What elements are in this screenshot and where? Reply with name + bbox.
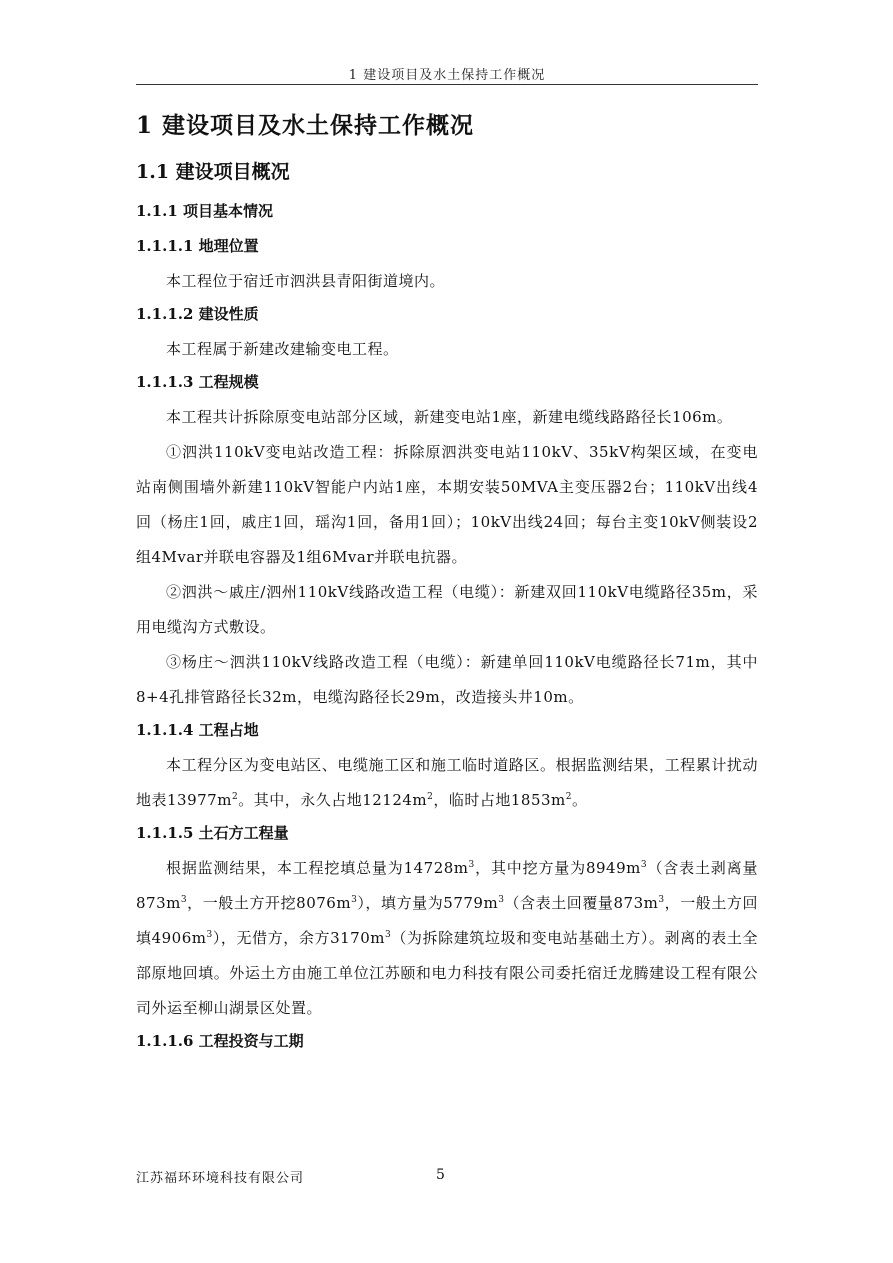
footer-company: 江苏福环环境科技有限公司 <box>136 1171 305 1186</box>
scale-paragraph-2: ①泗洪110kV变电站改造工程：拆除原泗洪变电站110kV、35kV构架区域，在变电站南侧围墙外新建110kV智能户内站1座，本期安装50MVA主变压器2台；110kV出线4回（杨庄1回，戚庄1回，瑶沟1回，备用1回）；10kV出线24回；每台主变10kV侧装设2组4Mvar并联电容器及1组6Mvar并联电抗器。 <box>136 443 758 566</box>
earthwork-text: （为拆除建筑垃圾和变电站基础土方）。剥离的表土全部原地回填。外运土方由施工单位江苏颐和电力科技有限公司委托宿迁龙腾建设工程有限公司外运至柳山湖景区处置。 <box>136 929 758 1017</box>
page-content <box>136 110 758 1059</box>
unit-superscript: 3 <box>658 895 665 905</box>
unit-superscript: 3 <box>206 930 213 940</box>
running-header: 1 建设项目及水土保持工作概况 <box>348 68 546 83</box>
unit-superscript: 2 <box>565 792 573 802</box>
unit-superscript: 3 <box>180 895 188 905</box>
scale-heading: 1.1.1.3 工程规模 <box>136 373 259 391</box>
land-text: 。 <box>572 791 588 809</box>
scale-paragraph-3: ②泗洪～戚庄/泗州110kV线路改造工程（电缆）：新建双回110kV电缆路径35m，采用电缆沟方式敷设。 <box>136 583 758 636</box>
land-text: 本工程分区为变电站区、电缆施工区和施工临时道路区。根据监测结果，工程累计扰动地表13977m <box>136 756 758 809</box>
earthwork-text: （含表土回覆量873m <box>504 894 659 912</box>
earthwork-text: ），填方量为5779m <box>357 894 499 912</box>
section-title: 1.1 建设项目概况 <box>136 161 290 183</box>
subsection-title: 1.1.1 项目基本情况 <box>136 202 273 220</box>
unit-superscript: 2 <box>231 792 239 802</box>
earthwork-text: （含表土剥离量873m <box>136 859 758 912</box>
earthwork-text: ，一般土方回填4906m <box>136 894 758 947</box>
nature-heading: 1.1.1.2 建设性质 <box>136 305 259 323</box>
land-heading: 1.1.1.4 工程占地 <box>136 721 259 739</box>
unit-superscript: 3 <box>498 895 505 905</box>
earthwork-text: 根据监测结果，本工程挖填总量为14728m <box>166 859 469 877</box>
unit-superscript: 3 <box>351 895 358 905</box>
investment-heading: 1.1.1.6 工程投资与工期 <box>136 1032 304 1050</box>
unit-superscript: 3 <box>468 860 475 870</box>
chapter-title: 1 建设项目及水土保持工作概况 <box>136 112 475 139</box>
earthwork-paragraph <box>136 851 758 1026</box>
nature-paragraph: 本工程属于新建改建输变电工程。 <box>166 340 399 358</box>
unit-superscript: 2 <box>427 792 434 802</box>
land-text: ，临时占地1853m <box>433 791 566 809</box>
location-paragraph: 本工程位于宿迁市泗洪县青阳街道境内。 <box>166 272 446 290</box>
location-heading: 1.1.1.1 地理位置 <box>136 237 259 255</box>
header-divider <box>136 84 758 85</box>
page-number: 5 <box>436 1167 445 1183</box>
scale-paragraph-4: ③杨庄～泗洪110kV线路改造工程（电缆）：新建单回110kV电缆路径长71m，其中8+4孔排管路径长32m，电缆沟路径长29m，改造接头井10m。 <box>136 653 758 706</box>
earthwork-text: ），无借方，余方3170m <box>212 929 385 947</box>
land-text: 。其中，永久占地12124m <box>238 791 428 809</box>
unit-superscript: 3 <box>640 860 648 870</box>
earthwork-text: ，其中挖方量为8949m <box>474 859 641 877</box>
scale-paragraph-1: 本工程共计拆除原变电站部分区域，新建变电站1座，新建电缆线路路径长106m。 <box>166 408 733 426</box>
earthwork-text: ，一般土方开挖8076m <box>187 894 352 912</box>
unit-superscript: 3 <box>384 930 392 940</box>
land-paragraph <box>136 748 758 818</box>
earthwork-heading: 1.1.1.5 土石方工程量 <box>136 824 289 842</box>
